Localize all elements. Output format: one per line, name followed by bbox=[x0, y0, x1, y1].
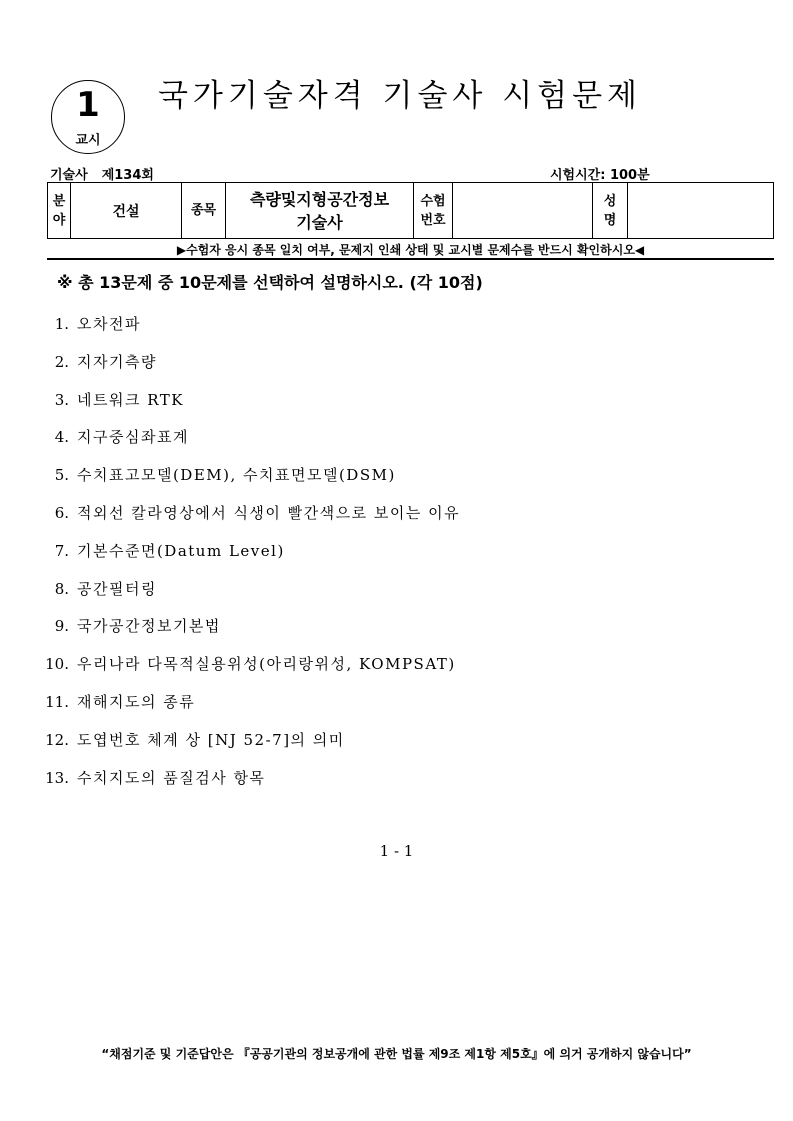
question-text: 우리나라 다목적실용위성(아리랑위성, KOMPSAT) bbox=[77, 655, 456, 674]
category-line-1: 측량및지형공간정보 bbox=[249, 189, 390, 209]
footer-note: “채점기준 및 기준답안은 『공공기관의 정보공개에 관한 법률 제9조 제1항 제5호』에 의거 공개하지 않습니다” bbox=[101, 1047, 692, 1061]
question-number: 13. bbox=[45, 768, 69, 787]
category-value bbox=[226, 183, 414, 239]
instruction-text: ※ 총 13문제 중 10문제를 선택하여 설명하시오. (각 10점) bbox=[57, 273, 483, 292]
question-number: 8. bbox=[54, 579, 69, 598]
list-item bbox=[0, 727, 793, 765]
session-badge bbox=[51, 80, 125, 154]
field-label: 분 야 bbox=[48, 183, 71, 239]
page-title: 국가기술자격 기술사 시험문제 bbox=[157, 78, 642, 114]
question-number: 12. bbox=[45, 730, 69, 749]
question-number: 4. bbox=[54, 428, 69, 447]
question-text: 도엽번호 체계 상 [NJ 52-7]의 의미 bbox=[77, 730, 345, 749]
session-label: 교시 bbox=[75, 133, 101, 148]
question-number: 1. bbox=[54, 315, 69, 333]
session-number: 1 bbox=[76, 85, 100, 125]
list-item bbox=[0, 538, 793, 576]
category-label: 종목 bbox=[182, 183, 226, 239]
question-list bbox=[0, 311, 793, 802]
list-item bbox=[0, 651, 793, 689]
page-number: 1 - 1 bbox=[379, 842, 414, 860]
question-text: 재해지도의 종류 bbox=[77, 692, 196, 711]
field-value: 건설 bbox=[71, 183, 182, 239]
list-item bbox=[0, 349, 793, 387]
question-number: 6. bbox=[54, 503, 69, 522]
question-text: 적외선 칼라영상에서 식생이 빨간색으로 보이는 이유 bbox=[77, 503, 461, 522]
list-item bbox=[0, 424, 793, 462]
question-number: 3. bbox=[54, 390, 69, 409]
exam-round: 제134회 bbox=[101, 168, 154, 183]
list-item bbox=[0, 576, 793, 614]
notice-text: ▶수험자 응시 종목 일치 여부, 문제지 인쇄 상태 및 교시별 문제수를 반드시 확인하시오◀ bbox=[176, 243, 645, 257]
question-text: 수치지도의 품질검사 항목 bbox=[77, 768, 266, 787]
list-item bbox=[0, 689, 793, 727]
exam-time: 시험시간: 100분 bbox=[550, 168, 650, 183]
name-field[interactable] bbox=[628, 183, 774, 239]
question-text: 기본수준면(Datum Level) bbox=[77, 541, 285, 560]
exam-type: 기술사 bbox=[50, 168, 88, 183]
question-text: 지자기측량 bbox=[77, 352, 157, 371]
question-text: 국가공간정보기본법 bbox=[77, 617, 221, 636]
exam-info-table bbox=[47, 182, 774, 239]
list-item bbox=[0, 613, 793, 651]
question-number: 10. bbox=[45, 655, 69, 674]
question-number: 11. bbox=[45, 692, 69, 711]
exam-header-left bbox=[50, 164, 168, 183]
question-text: 네트워크 RTK bbox=[77, 390, 184, 409]
question-text: 지구중심좌표계 bbox=[77, 428, 189, 447]
question-number: 9. bbox=[54, 617, 69, 636]
divider bbox=[47, 258, 774, 260]
question-text: 공간필터링 bbox=[77, 579, 157, 598]
list-item bbox=[0, 765, 793, 803]
question-text: 오차전파 bbox=[77, 315, 141, 333]
list-item bbox=[0, 311, 793, 349]
list-item bbox=[0, 500, 793, 538]
exam-number-field[interactable] bbox=[453, 183, 593, 239]
question-number: 7. bbox=[54, 541, 69, 560]
question-number: 2. bbox=[54, 352, 69, 371]
list-item bbox=[0, 462, 793, 500]
question-number: 5. bbox=[54, 466, 69, 485]
name-label: 성 명 bbox=[593, 183, 628, 239]
category-line-2: 기술사 bbox=[296, 212, 343, 232]
question-text: 수치표고모델(DEM), 수치표면모델(DSM) bbox=[77, 466, 396, 485]
list-item bbox=[0, 387, 793, 425]
exam-number-label: 수험 번호 bbox=[414, 183, 453, 239]
